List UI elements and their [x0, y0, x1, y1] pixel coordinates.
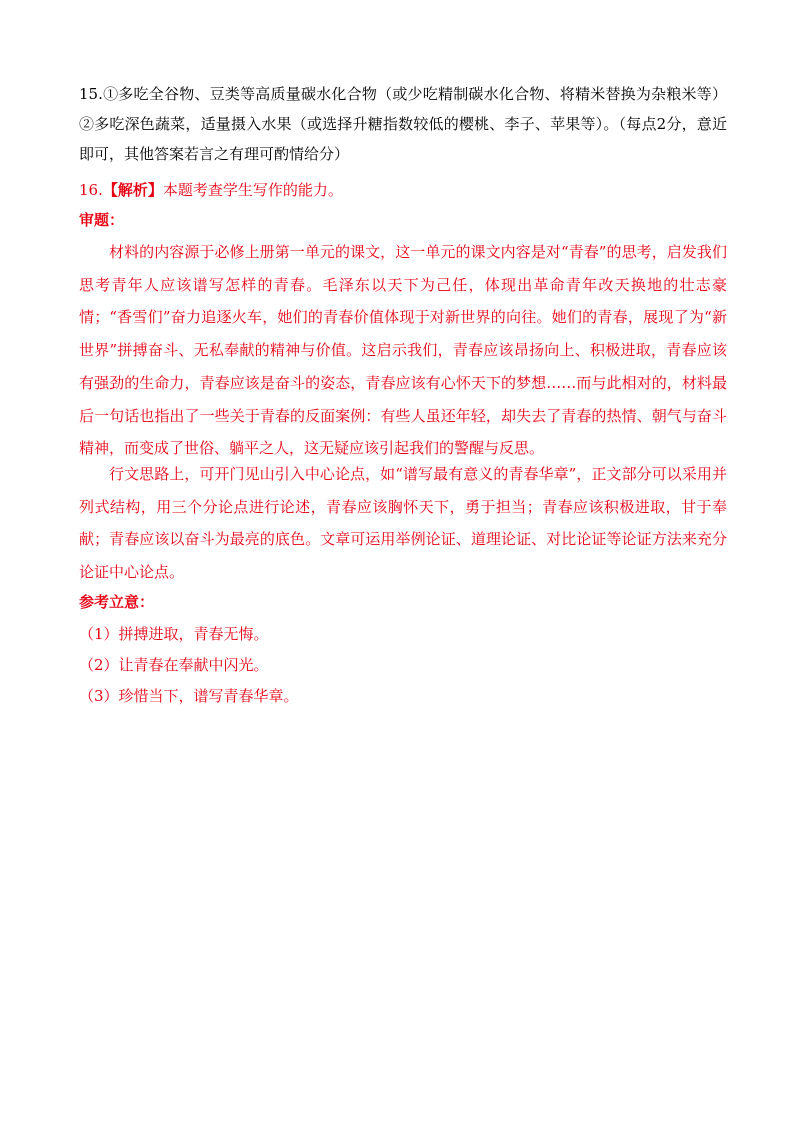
- answer-15: 15.①多吃全谷物、豆类等高质量碳水化合物（或少吃精制碳水化合物、将精米替换为杂粮米等）②多吃深色蔬菜，适量摄入水果（或选择升糖指数较低的樱桃、李子、苹果等）。（每点2分，意近即可，其他答案若言之有理可酌情给分）: [79, 85, 727, 163]
- cankao-item-3: （3）珍惜当下，谱写青春华章。: [79, 687, 299, 705]
- shenti-label: 审题：: [79, 211, 125, 229]
- cankao-item-2: （2）让青春在奉献中闪光。: [79, 656, 269, 674]
- question-number: 16.: [79, 181, 103, 199]
- xingwen-paragraph: 行文思路上，可开门见山引入中心论点，如“谱写最有意义的青春华章”，正文部分可以采用并列式结构，用三个分论点进行论述，青春应该胸怀天下，勇于担当；青春应该积极进取，甘于奉献；青春应该以奋斗为最亮的底色。文章可运用举例论证、道理论证、对比论证等论证方法来充分论证中心论点。: [79, 465, 727, 582]
- cankao-item-1: （1）拼搏进取，青春无悔。: [79, 625, 269, 643]
- shenti-paragraph: 材料的内容源于必修上册第一单元的课文，这一单元的课文内容是对“青春”的思考，启发我们思考青年人应该谱写怎样的青春。毛泽东以天下为己任，体现出革命青年改天换地的壮志豪情；“香雪们”奋力追逐火车，她们的青春价值体现于对新世界的向往。她们的青春，展现了为“新世界”拼搏奋斗、无私奉献的精神与价值。这启示我们，青春应该昂扬向上、积极进取，青春应该有强劲的生命力，青春应该是奋斗的姿态，青春应该有心怀天下的梦想……而与此相对的，材料最后一句话也指出了一些关于青春的反面案例：有些人虽还年轻，却失去了青春的热情、朝气与奋斗精神，而变成了世俗、躺平之人，这无疑应该引起我们的警醒与反思。: [79, 243, 727, 458]
- analysis-summary: 本题考查学生写作的能力。: [162, 181, 343, 199]
- cankao-label: 参考立意：: [79, 593, 155, 611]
- answer-16-heading: [79, 175, 727, 205]
- analysis-tag: 【解析】: [102, 181, 163, 199]
